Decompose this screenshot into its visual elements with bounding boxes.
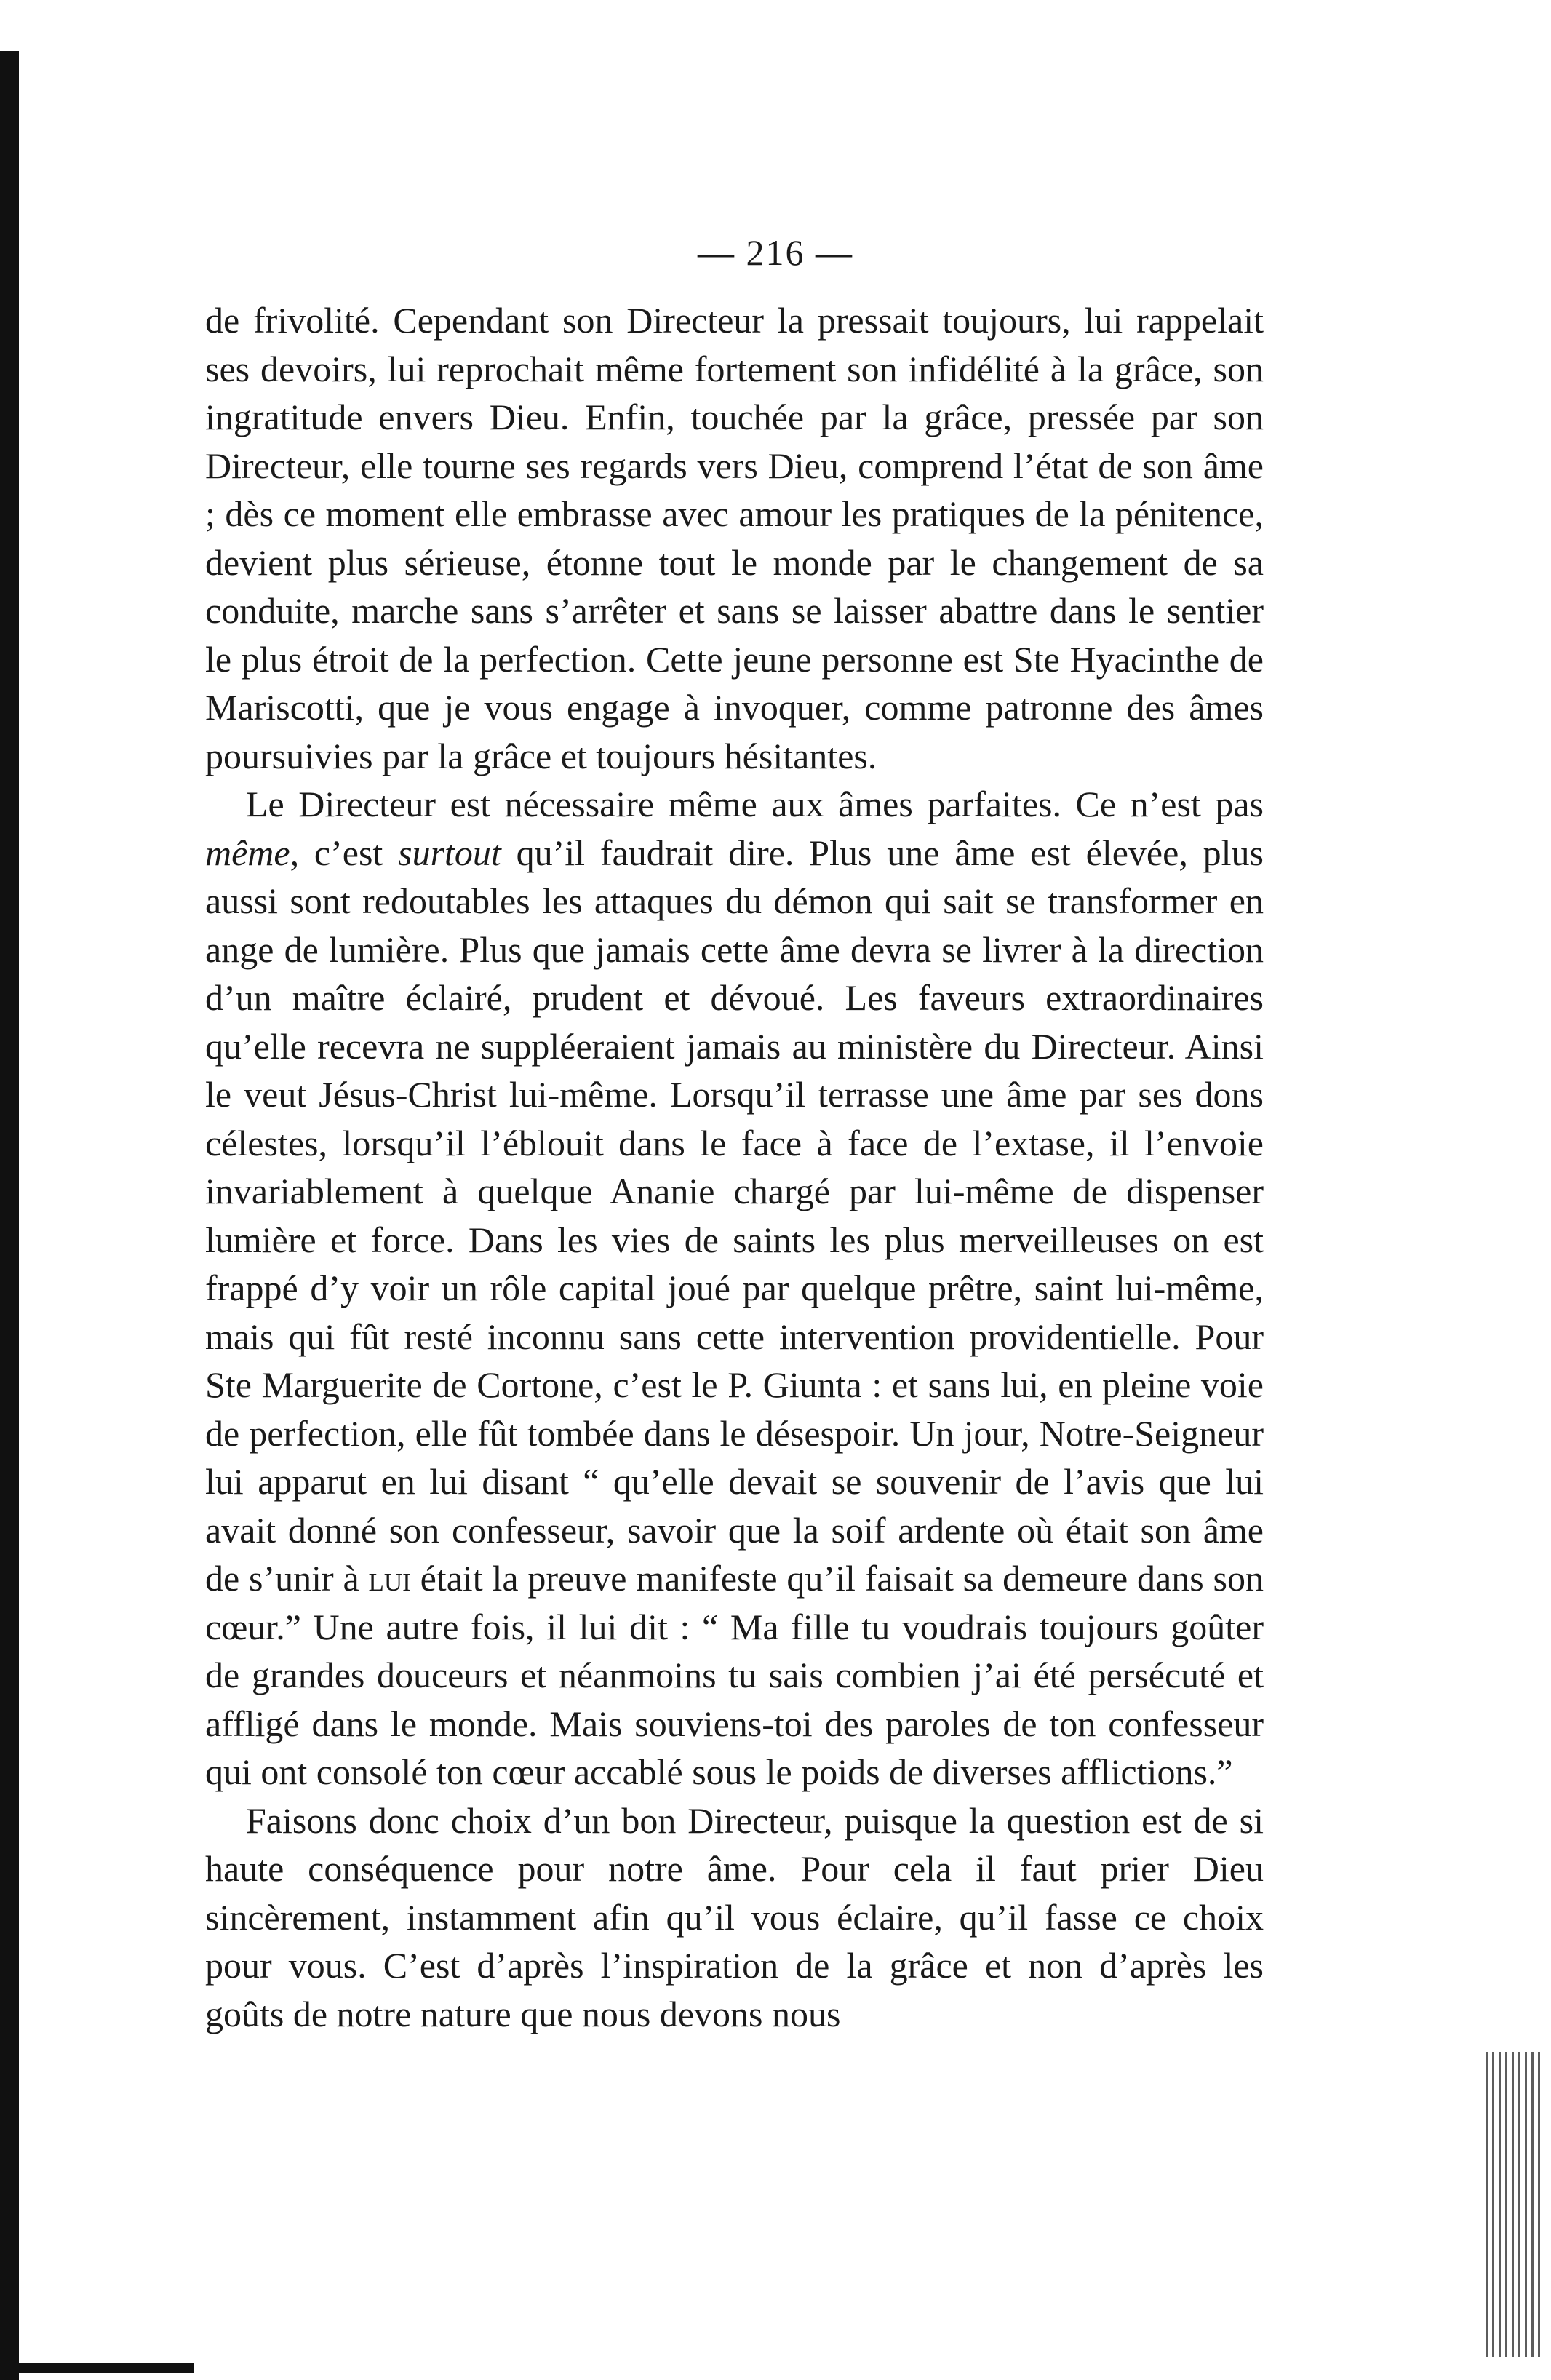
paragraph-2-text: Le Directeur est nécessaire même aux âmes parfaites. Ce n’est pas bbox=[246, 784, 1264, 824]
smallcaps-lui: lui bbox=[368, 1558, 411, 1599]
paragraph-1 bbox=[205, 296, 1264, 780]
paragraph-3 bbox=[205, 1796, 1264, 2039]
paragraph-1-text: de frivolité. Cependant son Directeur la pressait toujours, lui rappelait ses devoirs, lui reprochait même fortement son infidélité à la grâce, son ingratitude envers Dieu. Enfin, touchée par la grâce, pressée par son Directeur, elle tourne ses regards vers Dieu, comprend l’état de son âme ; dès ce moment elle embrasse avec amour les pratiques de la pénitence, devient plus sérieuse, étonne tout le monde par le changement de sa conduite, marche sans s’arrêter et sans se laisser abattre dans le sentier le plus étroit de la perfection. Cette jeune personne est Ste Hyacinthe de Mariscotti, que je vous engage à invoquer, comme patronne des âmes poursuivies par la grâce et toujours hésitantes. bbox=[205, 300, 1264, 776]
paragraph-2-text: qu’il faudrait dire. Plus une âme est élevée, plus aussi sont redoutables les attaques du démon qui sait se transformer en ange de lumière. Plus que jamais cette âme devra se livrer à la direction d’un maître éclairé, prudent et dévoué. Les faveurs extraordinaires qu’elle recevra ne suppléeraient jamais au ministère du Directeur. Ainsi le veut Jésus-Christ lui-même. Lorsqu’il terrasse une âme par ses dons célestes, lorsqu’il l’éblouit dans le face à face de l’extase, il l’envoie invariablement à quelque Ananie chargé par lui-même de dispenser lumière et force. Dans les vies de saints les plus merveilleuses on est frappé d’y voir un rôle capital joué par quelque prêtre, saint lui-même, mais qui fût resté inconnu sans cette intervention providentielle. Pour Ste Marguerite de Cortone, c’est le P. Giunta : et sans lui, en pleine voie de perfection, elle fût tombée dans le désespoir. Un jour, Notre-Seigneur lui apparut en lui disant “ qu’elle devait se souvenir de l’avis que lui avait donné son confesseur, savoir que la soif ardente où était son âme de s’unir à bbox=[205, 832, 1264, 1599]
paragraph-3-text: Faisons donc choix d’un bon Directeur, puisque la question est de si haute conséquence pour notre âme. Pour cela il faut prier Dieu sincèrement, instamment afin qu’il vous éclaire, qu’il fasse ce choix pour vous. C’est d’après l’inspiration de la grâce et non d’après les goûts de notre nature que nous devons nous bbox=[205, 1799, 1264, 2034]
paragraph-2-text: , c’est bbox=[290, 832, 399, 873]
body-text bbox=[205, 296, 1264, 2038]
scan-margin-noise bbox=[1486, 2052, 1544, 2357]
scan-edge-shadow-bottom bbox=[19, 2363, 194, 2373]
page-number: — 216 — bbox=[698, 232, 853, 273]
emphasis-meme: même bbox=[205, 832, 290, 873]
paragraph-2-text: était la preuve manifeste qu’il faisait sa demeure dans son cœur.” Une autre fois, il lui dit : “ Ma fille tu voudrais toujours goûter de grandes douceurs et néanmoins tu sais combien j’ai été persécuté et affligé dans le monde. Mais souviens-toi des paroles de ton confesseur qui ont consolé ton cœur accablé sous le poids de diverses afflictions.” bbox=[205, 1558, 1264, 1792]
emphasis-surtout: surtout bbox=[398, 832, 501, 873]
paragraph-2 bbox=[205, 780, 1264, 1796]
scan-edge-shadow bbox=[0, 51, 19, 2380]
